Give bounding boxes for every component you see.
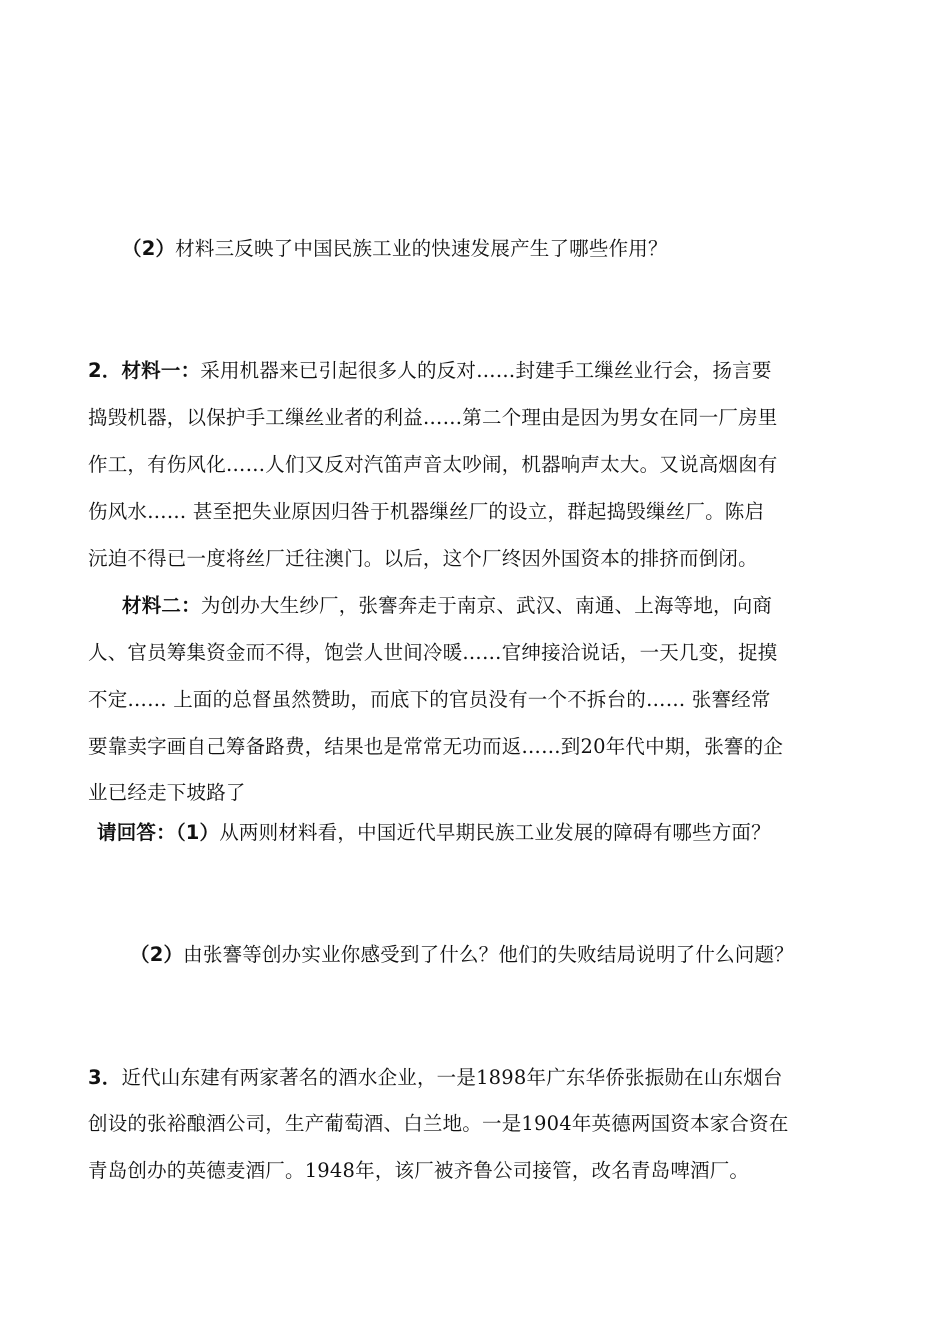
- q3-number: 3．: [88, 1066, 122, 1089]
- q2-m1-line-3: 作工，有伤风化……人们又反对汽笛声音太吵闹，机器响声太大。又说高烟囱有: [88, 453, 778, 476]
- q2-m2-line-4: 要靠卖字画自己筹备路费，结果也是常常无功而返……到20年代中期，张謇的企: [88, 735, 784, 758]
- q2-ask-label: 请回答：: [97, 821, 176, 844]
- q2-m1-label: 材料一：: [121, 359, 201, 382]
- q2-m2-line-5: 业已经走下坡路了: [88, 781, 246, 804]
- q2-m1-text-1: 采用机器来已引起很多人的反对……封建手工缫丝业行会，扬言要: [200, 359, 772, 382]
- q2-sub1-line: [97, 820, 877, 846]
- q2-sub2-line: [130, 942, 910, 968]
- q3-line-3: 青岛创办的英德麦酒厂。1948年，该厂被齐鲁公司接管，改名青岛啤酒厂。: [88, 1159, 750, 1182]
- q1-sub2-number: （2）: [122, 237, 176, 260]
- q2-number: 2．: [88, 359, 122, 382]
- q1-sub2-text: 材料三反映了中国民族工业的快速发展产生了哪些作用？: [175, 237, 668, 260]
- q3-line-1: [88, 1065, 868, 1091]
- q2-m2-line-3: 不定…… 上面的总督虽然赞助，而底下的官员没有一个不拆台的…… 张謇经常: [88, 688, 771, 711]
- q2-m2-text-1: 为创办大生纱厂，张謇奔走于南京、武汉、南通、上海等地，向商: [200, 594, 773, 617]
- q2-m1-line-4: 伤风水…… 甚至把失业原因归咎于机器缫丝厂的设立，群起捣毁缫丝厂。陈启: [88, 500, 765, 523]
- q3-text-1: 近代山东建有两家著名的酒水企业，一是1898年广东华侨张振勋在山东烟台: [121, 1066, 783, 1089]
- q2-sub2-number: （2）: [130, 943, 184, 966]
- q2-sub2-text: 由张謇等创办实业你感受到了什么？他们的失败结局说明了什么问题？: [183, 943, 794, 966]
- q2-m1-line-1: [88, 358, 868, 384]
- q2-m1-line-2: 捣毁机器，以保护手工缫丝业者的利益……第二个理由是因为男女在同一厂房里: [88, 406, 778, 429]
- q2-sub1-text: 从两则材料看，中国近代早期民族工业发展的障碍有哪些方面？: [219, 821, 771, 844]
- q2-m2-label: 材料二：: [122, 594, 201, 617]
- q2-sub1-number: （1）: [175, 821, 220, 844]
- q1-sub2-line: [122, 236, 902, 262]
- q2-m2-line-1: [122, 593, 902, 619]
- q2-m2-line-2: 人、官员筹集资金而不得，饱尝人世间冷暖……官绅接洽说话，一天几变，捉摸: [88, 641, 778, 664]
- q3-line-2: 创设的张裕酿酒公司，生产葡萄酒、白兰地。一是1904年英德两国资本家合资在: [88, 1112, 789, 1135]
- q2-m1-line-5: 沅迫不得已一度将丝厂迁往澳门。以后，这个厂终因外国资本的排挤而倒闭。: [88, 547, 758, 570]
